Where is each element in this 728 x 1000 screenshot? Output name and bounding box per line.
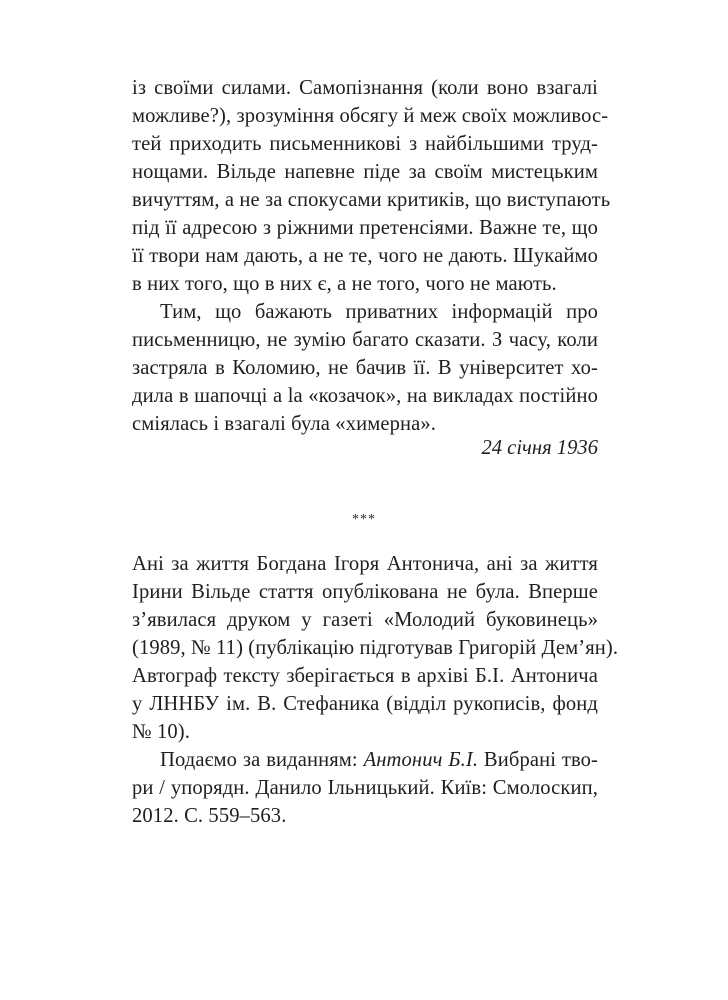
article-line: під її адресою з ріжними претенсіями. Важне те, що: [132, 217, 598, 239]
note-line: № 10).: [132, 721, 190, 743]
article-line: можливе?), зрозуміння обсягу й меж своїх можливос-: [132, 105, 609, 127]
source-title: Вибрані тво-: [478, 749, 598, 771]
source-line: 2012. С. 559–563.: [132, 805, 287, 827]
article-date: 24 січня 1936: [481, 437, 598, 459]
note-line: Ірини Вільде стаття опублікована не була. Вперше: [132, 581, 598, 603]
source-line: ри / упорядн. Данило Ільницький. Київ: Смолоскип,: [132, 777, 598, 799]
article-line: вичуттям, а не за спокусами критиків, що виступають: [132, 189, 611, 211]
article-line: дила в шапочці a la «козачок», на викладах постійно: [132, 385, 598, 407]
article-line: сміялась і взагалі була «химерна».: [132, 413, 436, 435]
article-line: письменницю, не зумію багато сказати. З часу, коли: [132, 329, 598, 351]
note-line: з’явилася друком у газеті «Молодий буковинець»: [132, 609, 598, 631]
article-line: нощами. Вільде напевне піде за своїм мистецьким: [132, 161, 598, 183]
note-line: Автограф тексту зберігається в архіві Б.І. Антонича: [132, 665, 598, 687]
note-line: у ЛННБУ ім. В. Стефаника (відділ рукописів, фонд: [132, 693, 598, 715]
article-line: в них того, що в них є, а не того, чого не мають.: [132, 273, 557, 295]
article-line: Тим, що бажають приватних інформацій про: [160, 301, 598, 323]
note-line: Ані за життя Богдана Ігоря Антонича, ані за життя: [132, 553, 598, 575]
section-separator: ***: [352, 512, 376, 527]
article-line: застряла в Коломию, не бачив її. В університет хо-: [132, 357, 598, 379]
source-line: [160, 746, 598, 774]
article-line: тей приходить письменникові з найбільшими труд-: [132, 133, 598, 155]
source-prefix: Подаємо за виданням:: [160, 749, 364, 771]
article-line: її твори нам дають, а не те, чого не дають. Шукаймо: [132, 245, 598, 267]
note-line: (1989, № 11) (публікацію підготував Григорій Дем’ян).: [132, 637, 619, 659]
source-author: Антонич Б.І.: [363, 749, 479, 771]
article-line: із своїми силами. Самопізнання (коли воно взагалі: [132, 77, 598, 99]
